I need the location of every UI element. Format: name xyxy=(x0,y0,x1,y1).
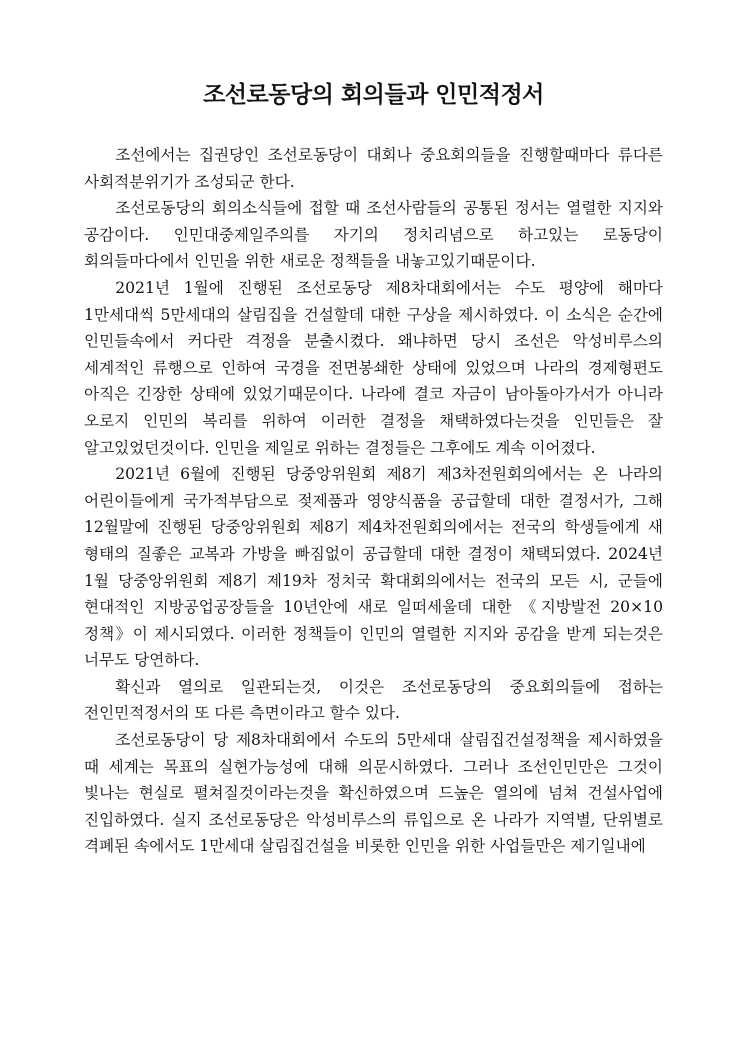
document-title: 조선로동당의 회의들과 인민적정서 xyxy=(203,82,544,108)
paragraph-2: 조선로동당의 회의소식들에 접할 때 조선사람들의 공통된 정서는 열렬한 지지와 공감이다. 인민대중제일주의를 자기의 정치리념으로 하고있는 로동당이 회의들마다에서 인민을 위한 새로운 정책들을 내놓고있기때문이다. xyxy=(84,199,663,271)
paragraph-3: 2021년 1월에 진행된 조선로동당 제8차대회에서는 수도 평양에 해마다 1만세대씩 5만세대의 살림집을 건설할데 대한 구상을 제시하였다. 이 소식은 순간에 인민들속에서 커다란 격정을 분출시켰다. 왜냐하면 당시 조선은 악성비루스의 세계적인 류행으로 인하여 국경을 전면봉쇄한 상태에 있었으며 나라의 경제형편도 아직은 긴장한 상태에 있었기때문이다. 나라에 결코 자금이 남아돌아가서가 아니라 오로지 인민의 복리를 위하여 이러한 결정을 채택하였다는것을 인민들은 잘 알고있었던것이다. 인민을 제일로 위하는 결정들은 그후에도 계속 이어졌다. xyxy=(84,278,663,457)
paragraph-1: 조선에서는 집권당인 조선로동당이 대회나 중요회의들을 진행할때마다 류다른 사회적분위기가 조성되군 한다. xyxy=(84,146,663,191)
paragraph-4: 2021년 6월에 진행된 당중앙위원회 제8기 제3차전원회의에서는 온 나라의 어린이들에게 국가적부담으로 젖제품과 영양식품을 공급할데 대한 결정서가, 그해 12월말에 진행된 당중앙위원회 제8기 제4차전원회의에서는 전국의 학생들에게 새 형태의 질좋은 교복과 가방을 빠짐없이 공급할데 대한 결정이 채택되였다. 2024년 1월 당중앙위원회 제8기 제19차 정치국 확대회의에서는 전국의 모든 시, 군들에 현대적인 지방공업공장들을 10년안에 새로 일떠세울데 대한 《지방발전 20×10 정책》이 제시되였다. 이러한 정책들이 인민의 열렬한 지지와 공감을 받게 되는것은 너무도 당연하다. xyxy=(84,465,663,670)
paragraph-5: 확신과 열의로 일관되는것, 이것은 조선로동당의 중요회의들에 접하는 전인민적정서의 또 다른 측면이라고 할수 있다. xyxy=(84,677,663,723)
paragraph-6: 조선로동당이 당 제8차대회에서 수도의 5만세대 살림집건설정책을 제시하였을 때 세계는 목표의 실현가능성에 대해 의문시하였다. 그러나 조선인민만은 그것이 빛나는 현실로 펼쳐질것이라는것을 확신하였으며 드높은 열의에 넘쳐 건설사업에 진입하였다. 실지 조선로동당은 악성비루스의 류입으로 온 나라가 지역별, 단위별로 격폐된 속에서도 1만세대 살림집건설을 비롯한 인민을 위한 사업들만은 제기일내에 xyxy=(84,731,663,856)
document-body xyxy=(84,142,663,860)
